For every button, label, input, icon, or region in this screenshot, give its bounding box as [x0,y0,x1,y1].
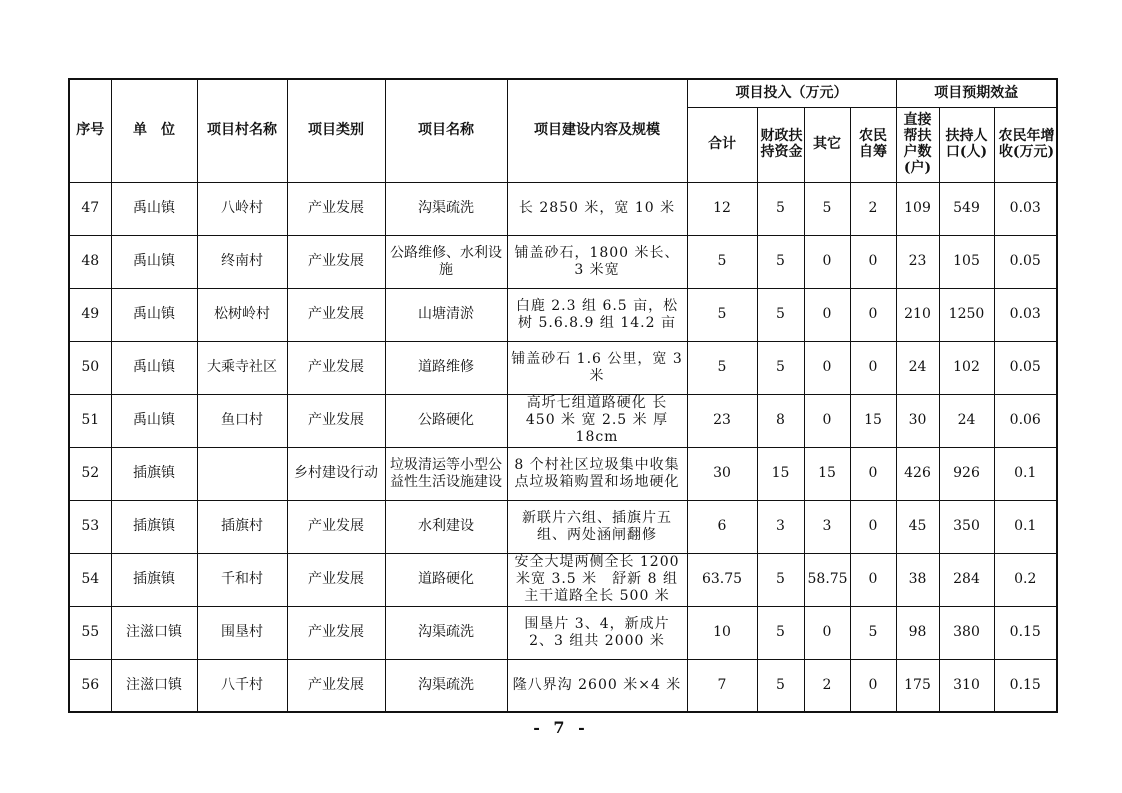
table-row [69,288,1057,341]
cell-seq: 47 [69,182,111,235]
header-unit: 单 位 [111,79,197,182]
cell-name: 公路硬化 [385,394,507,447]
cell-name: 水利建设 [385,500,507,553]
cell-other: 0 [804,235,850,288]
cell-seq: 54 [69,553,111,606]
cell-village: 鱼口村 [197,394,287,447]
cell-income: 0.03 [994,288,1057,341]
header-fiscal-label: 财政扶持资金 [760,128,803,160]
cell-seq: 56 [69,659,111,712]
cell-income: 0.06 [994,394,1057,447]
cell-population: 310 [939,659,994,712]
cell-content: 隆八界沟 2600 米×4 米 [507,659,687,712]
table-row [69,394,1057,447]
cell-income: 0.1 [994,447,1057,500]
cell-fiscal: 5 [757,235,804,288]
cell-income: 0.15 [994,659,1057,712]
header-population [939,107,994,182]
cell-content: 安全大堤两侧全长 1200 米宽 3.5 米 舒新 8 组主干道路全长 500 米 [507,553,687,606]
cell-fiscal: 8 [757,394,804,447]
table-row [69,553,1057,606]
cell-category: 产业发展 [287,500,385,553]
cell-seq: 49 [69,288,111,341]
header-fiscal [757,107,804,182]
table-row [69,606,1057,659]
cell-farmer: 0 [850,235,896,288]
cell-total: 5 [687,341,757,394]
cell-unit: 插旗镇 [111,447,197,500]
cell-households: 210 [896,288,939,341]
cell-farmer: 0 [850,500,896,553]
cell-category: 产业发展 [287,341,385,394]
cell-name: 沟渠疏洗 [385,182,507,235]
cell-content: 长 2850 米，宽 10 米 [507,182,687,235]
cell-category: 产业发展 [287,182,385,235]
cell-income: 0.03 [994,182,1057,235]
cell-total: 30 [687,447,757,500]
cell-population: 105 [939,235,994,288]
cell-income: 0.05 [994,341,1057,394]
cell-population: 1250 [939,288,994,341]
cell-unit: 注滋口镇 [111,606,197,659]
cell-unit: 禹山镇 [111,394,197,447]
header-total: 合计 [687,107,757,182]
cell-income: 0.15 [994,606,1057,659]
cell-category: 乡村建设行动 [287,447,385,500]
cell-households: 24 [896,341,939,394]
cell-farmer: 15 [850,394,896,447]
header-income [994,107,1057,182]
cell-households: 23 [896,235,939,288]
cell-seq: 52 [69,447,111,500]
table-row [69,659,1057,712]
cell-total: 5 [687,288,757,341]
cell-population: 549 [939,182,994,235]
header-category: 项目类别 [287,79,385,182]
project-table [68,78,1058,713]
cell-income: 0.05 [994,235,1057,288]
cell-unit: 禹山镇 [111,235,197,288]
cell-village: 八千村 [197,659,287,712]
cell-other: 0 [804,341,850,394]
cell-households: 38 [896,553,939,606]
cell-content: 高圻七组道路硬化 长 450 米 宽 2.5 米 厚 18cm [507,394,687,447]
header-households [896,107,939,182]
cell-fiscal: 3 [757,500,804,553]
cell-other: 3 [804,500,850,553]
header-income-label: 农民年增收(万元) [998,128,1055,160]
cell-village: 松树岭村 [197,288,287,341]
table-row [69,182,1057,235]
cell-other: 58.75 [804,553,850,606]
cell-total: 7 [687,659,757,712]
cell-total: 63.75 [687,553,757,606]
cell-category: 产业发展 [287,235,385,288]
cell-households: 45 [896,500,939,553]
header-population-label: 扶持人口(人) [945,128,988,160]
header-benefit: 项目预期效益 [896,79,1057,107]
cell-unit: 插旗镇 [111,553,197,606]
cell-population: 926 [939,447,994,500]
table-row [69,500,1057,553]
cell-seq: 51 [69,394,111,447]
cell-name: 沟渠疏洗 [385,606,507,659]
header-seq: 序号 [69,79,111,182]
cell-unit: 禹山镇 [111,182,197,235]
cell-population: 102 [939,341,994,394]
cell-other: 15 [804,447,850,500]
cell-seq: 53 [69,500,111,553]
cell-fiscal: 5 [757,288,804,341]
cell-content: 新联片六组、插旗片五组、两处涵闸翻修 [507,500,687,553]
page-number: - 7 - [533,718,589,737]
cell-fiscal: 15 [757,447,804,500]
cell-population: 380 [939,606,994,659]
cell-fiscal: 5 [757,606,804,659]
cell-name: 公路维修、水利设施 [385,235,507,288]
cell-total: 23 [687,394,757,447]
cell-content: 白鹿 2.3 组 6.5 亩，松树 5.6.8.9 组 14.2 亩 [507,288,687,341]
table-body [69,182,1057,712]
header-row-1 [69,79,1057,107]
header-households-label: 直接帮扶户数(户) [903,112,932,176]
header-village: 项目村名称 [197,79,287,182]
cell-name: 沟渠疏洗 [385,659,507,712]
cell-population: 24 [939,394,994,447]
cell-unit: 插旗镇 [111,500,197,553]
cell-households: 426 [896,447,939,500]
cell-households: 175 [896,659,939,712]
cell-other: 0 [804,394,850,447]
cell-category: 产业发展 [287,606,385,659]
cell-content: 铺盖砂石，1800 米长、3 米宽 [507,235,687,288]
cell-unit: 禹山镇 [111,288,197,341]
cell-village: 终南村 [197,235,287,288]
cell-seq: 48 [69,235,111,288]
cell-village [197,447,287,500]
cell-village: 围垦村 [197,606,287,659]
cell-name: 道路硬化 [385,553,507,606]
cell-village: 大乘寺社区 [197,341,287,394]
cell-income: 0.2 [994,553,1057,606]
cell-total: 6 [687,500,757,553]
cell-farmer: 0 [850,553,896,606]
cell-unit: 注滋口镇 [111,659,197,712]
cell-fiscal: 5 [757,553,804,606]
cell-households: 98 [896,606,939,659]
cell-category: 产业发展 [287,553,385,606]
cell-households: 30 [896,394,939,447]
cell-other: 0 [804,606,850,659]
cell-name: 垃圾清运等小型公益性生活设施建设 [385,447,507,500]
header-other: 其它 [804,107,850,182]
cell-category: 产业发展 [287,288,385,341]
header-farmer-label: 农民自筹 [859,128,887,160]
header-project-name: 项目名称 [385,79,507,182]
cell-other: 2 [804,659,850,712]
cell-fiscal: 5 [757,341,804,394]
header-investment: 项目投入（万元） [687,79,896,107]
cell-farmer: 0 [850,288,896,341]
cell-unit: 禹山镇 [111,341,197,394]
cell-farmer: 0 [850,659,896,712]
cell-total: 5 [687,235,757,288]
cell-category: 产业发展 [287,394,385,447]
cell-content: 8 个村社区垃圾集中收集点垃圾箱购置和场地硬化 [507,447,687,500]
cell-population: 284 [939,553,994,606]
table-row [69,235,1057,288]
cell-total: 12 [687,182,757,235]
cell-total: 10 [687,606,757,659]
cell-other: 5 [804,182,850,235]
cell-fiscal: 5 [757,659,804,712]
cell-name: 山塘清淤 [385,288,507,341]
table-row [69,341,1057,394]
header-content: 项目建设内容及规模 [507,79,687,182]
cell-seq: 55 [69,606,111,659]
cell-income: 0.1 [994,500,1057,553]
cell-content: 围垦片 3、4，新成片 2、3 组共 2000 米 [507,606,687,659]
cell-seq: 50 [69,341,111,394]
cell-village: 插旗村 [197,500,287,553]
cell-households: 109 [896,182,939,235]
cell-farmer: 0 [850,341,896,394]
cell-category: 产业发展 [287,659,385,712]
cell-farmer: 5 [850,606,896,659]
cell-village: 千和村 [197,553,287,606]
cell-farmer: 0 [850,447,896,500]
header-farmer [850,107,896,182]
cell-village: 八岭村 [197,182,287,235]
cell-other: 0 [804,288,850,341]
cell-fiscal: 5 [757,182,804,235]
cell-population: 350 [939,500,994,553]
cell-name: 道路维修 [385,341,507,394]
cell-farmer: 2 [850,182,896,235]
cell-content: 铺盖砂石 1.6 公里，宽 3 米 [507,341,687,394]
table-row [69,447,1057,500]
